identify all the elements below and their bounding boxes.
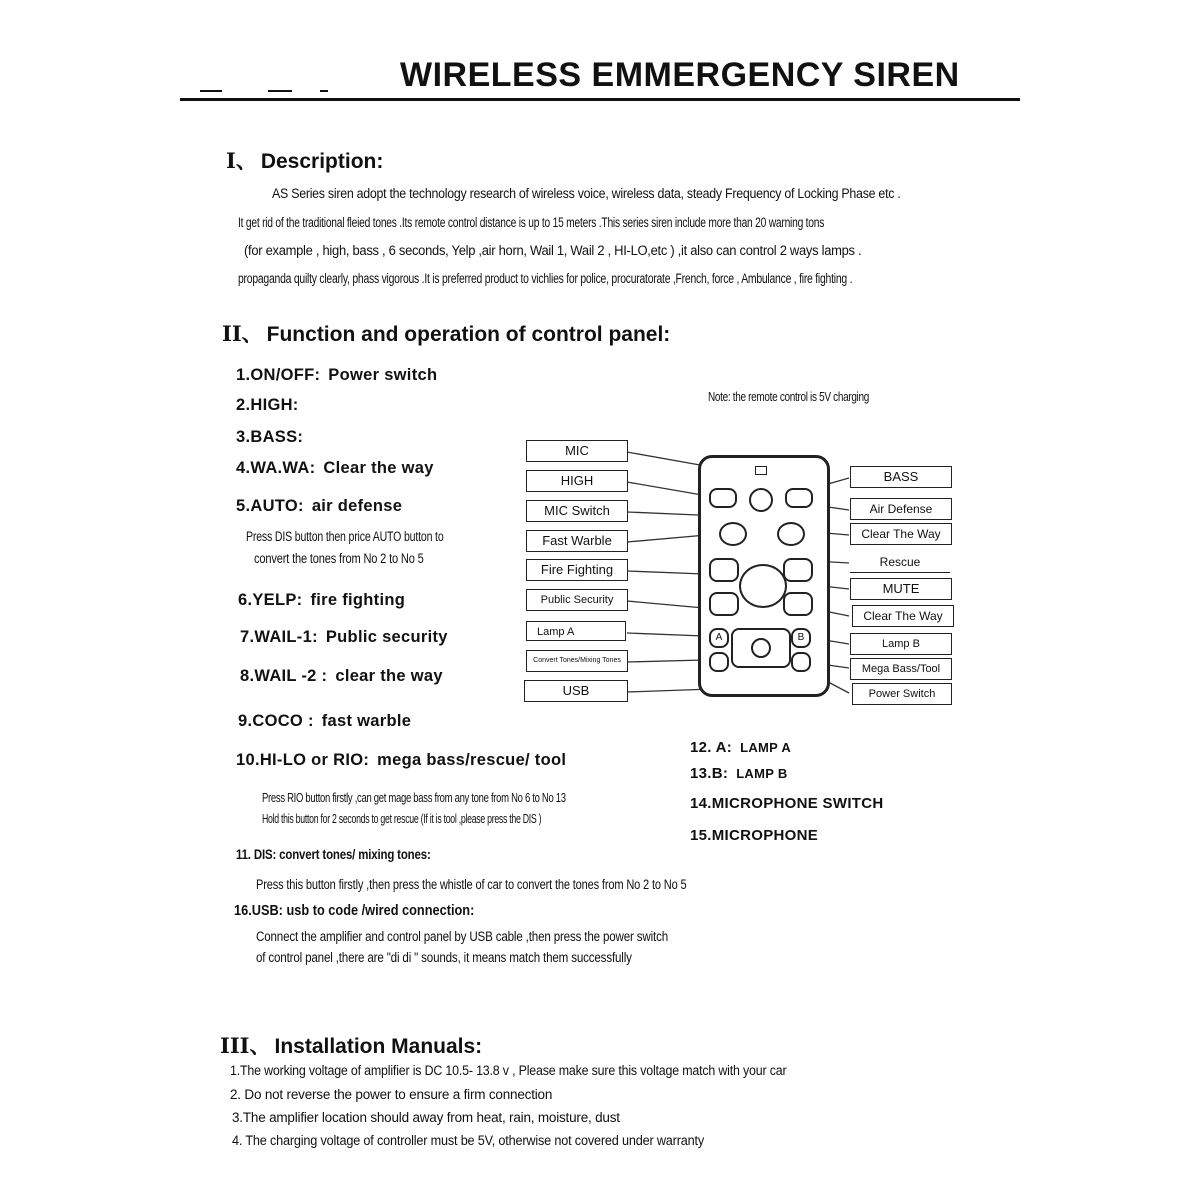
callout-label: USB	[524, 680, 628, 702]
remote-control-drawing	[698, 455, 830, 697]
coco-button-icon	[719, 522, 747, 546]
callout-label: Fast Warble	[526, 530, 628, 552]
callout-label: Rescue	[850, 552, 950, 573]
lamp-b-button-icon: B	[791, 628, 811, 648]
callout-label: Convert Tones/Mixing Tones	[526, 650, 628, 672]
install-item: 4. The charging voltage of controller must be 5V, otherwise not covered under warranty	[232, 1133, 704, 1148]
callout-label: Clear The Way	[850, 523, 952, 545]
section3-heading: III、 Installation Manuals:	[220, 1033, 483, 1058]
function-item: 1.ON/OFF: Power switch	[236, 366, 438, 384]
remote-note: Note: the remote control is 5V charging	[708, 390, 869, 404]
usb-item: 16.USB: usb to code /wired connection:	[234, 903, 475, 919]
callout-label: Lamp B	[850, 633, 952, 655]
wail2-button-icon	[783, 592, 813, 616]
callout-label: Lamp A	[526, 621, 626, 641]
wawa-button-icon	[783, 558, 813, 582]
function-item: 7.WAIL-1: Public security	[240, 628, 448, 646]
callout-label: MIC	[526, 440, 628, 462]
callout-label: Mega Bass/Tool	[850, 658, 952, 680]
high-button-icon	[709, 488, 737, 508]
dis-item: 11. DIS: convert tones/ mixing tones:	[236, 847, 431, 862]
function-item: 8.WAIL -2 : clear the way	[240, 667, 443, 685]
callout-label: BASS	[850, 466, 952, 488]
microphone-icon	[755, 466, 767, 475]
section1-heading: I、 Description:	[226, 148, 384, 173]
mute-button-icon	[739, 564, 787, 608]
callout-label: Power Switch	[852, 683, 952, 705]
auto-note: convert the tones from No 2 to No 5	[254, 551, 424, 566]
callout-label: Air Defense	[850, 498, 952, 520]
callout-label: MIC Switch	[526, 500, 628, 522]
install-item: 2. Do not reverse the power to ensure a firm connection	[230, 1087, 553, 1102]
yelp-button-icon	[709, 558, 739, 582]
function-item: 10.HI-LO or RIO: mega bass/rescue/ tool	[236, 751, 567, 769]
description-line: AS Series siren adopt the technology research of wireless voice, wireless data, steady Frequency of Locking Phase etc .	[272, 186, 901, 201]
install-item: 3.The amplifier location should away from heat, rain, moisture, dust	[232, 1110, 620, 1125]
callout-label: HIGH	[526, 470, 628, 492]
bass-button-icon	[785, 488, 813, 508]
callout-label: Clear The Way	[852, 605, 954, 627]
function-item: 14.MICROPHONE SWITCH	[690, 795, 884, 812]
dis-note: Press this button firstly ,then press the whistle of car to convert the tones from No 2 to No 5	[256, 877, 687, 892]
section2-heading: II、 Function and operation of control panel:	[222, 321, 671, 346]
description-line: propaganda quilty clearly, phass vigorous .It is preferred product to vichlies for police, procuratorate ,French, force , Ambulance , fire fighting .	[238, 271, 853, 286]
power-icon	[751, 638, 771, 658]
callout-label: Fire Fighting	[526, 559, 628, 581]
function-item: 13.B: LAMP B	[690, 765, 788, 782]
function-item: 6.YELP: fire fighting	[238, 591, 406, 609]
power-button-icon	[731, 628, 791, 668]
description-line: (for example , high, bass , 6 seconds, Yelp ,air horn, Wail 1, Wail 2 , HI-LO,etc ) ,it also can control 2 ways lamps .	[244, 243, 862, 258]
auto-note: Press DIS button then price AUTO button to	[246, 529, 444, 544]
description-line: It get rid of the traditional fleied tones .Its remote control distance is up to 15 meters .This series siren include more than 20 warning tons	[238, 215, 825, 230]
function-item: 9.COCO : fast warble	[238, 712, 412, 730]
function-item: 5.AUTO: air defense	[236, 497, 403, 515]
usb-note: Connect the amplifier and control panel by USB cable ,then press the power switch	[256, 929, 669, 944]
callout-label: Public Security	[526, 589, 628, 611]
function-item: 2.HIGH:	[236, 396, 299, 414]
lamp-a-button-icon: A	[709, 628, 729, 648]
function-item: 12. A: LAMP A	[690, 739, 792, 756]
rio-note: Press RIO button firstly ,can get mage bass from any tone from No 6 to No 13	[262, 791, 566, 805]
install-item: 1.The working voltage of amplifier is DC 10.5- 13.8 v , Please make sure this voltage match with your car	[230, 1063, 787, 1078]
rio-note: Hold this button for 2 seconds to get rescue (If it is tool ,please press the DIS )	[262, 812, 542, 826]
usb-button-icon	[791, 652, 811, 672]
function-item: 3.BASS:	[236, 428, 304, 446]
page-title: WIRELESS EMMERGENCY SIREN	[400, 56, 960, 94]
callout-label: MUTE	[850, 578, 952, 600]
function-item: 4.WA.WA: Clear the way	[236, 459, 434, 477]
usb-note: of control panel ,there are "di di " sounds, it means match them successfully	[256, 950, 632, 965]
dis-button-icon	[709, 652, 729, 672]
function-item: 15.MICROPHONE	[690, 827, 819, 844]
auto-button-icon	[749, 488, 773, 512]
wail1-button-icon	[709, 592, 739, 616]
rio-button-icon	[777, 522, 805, 546]
